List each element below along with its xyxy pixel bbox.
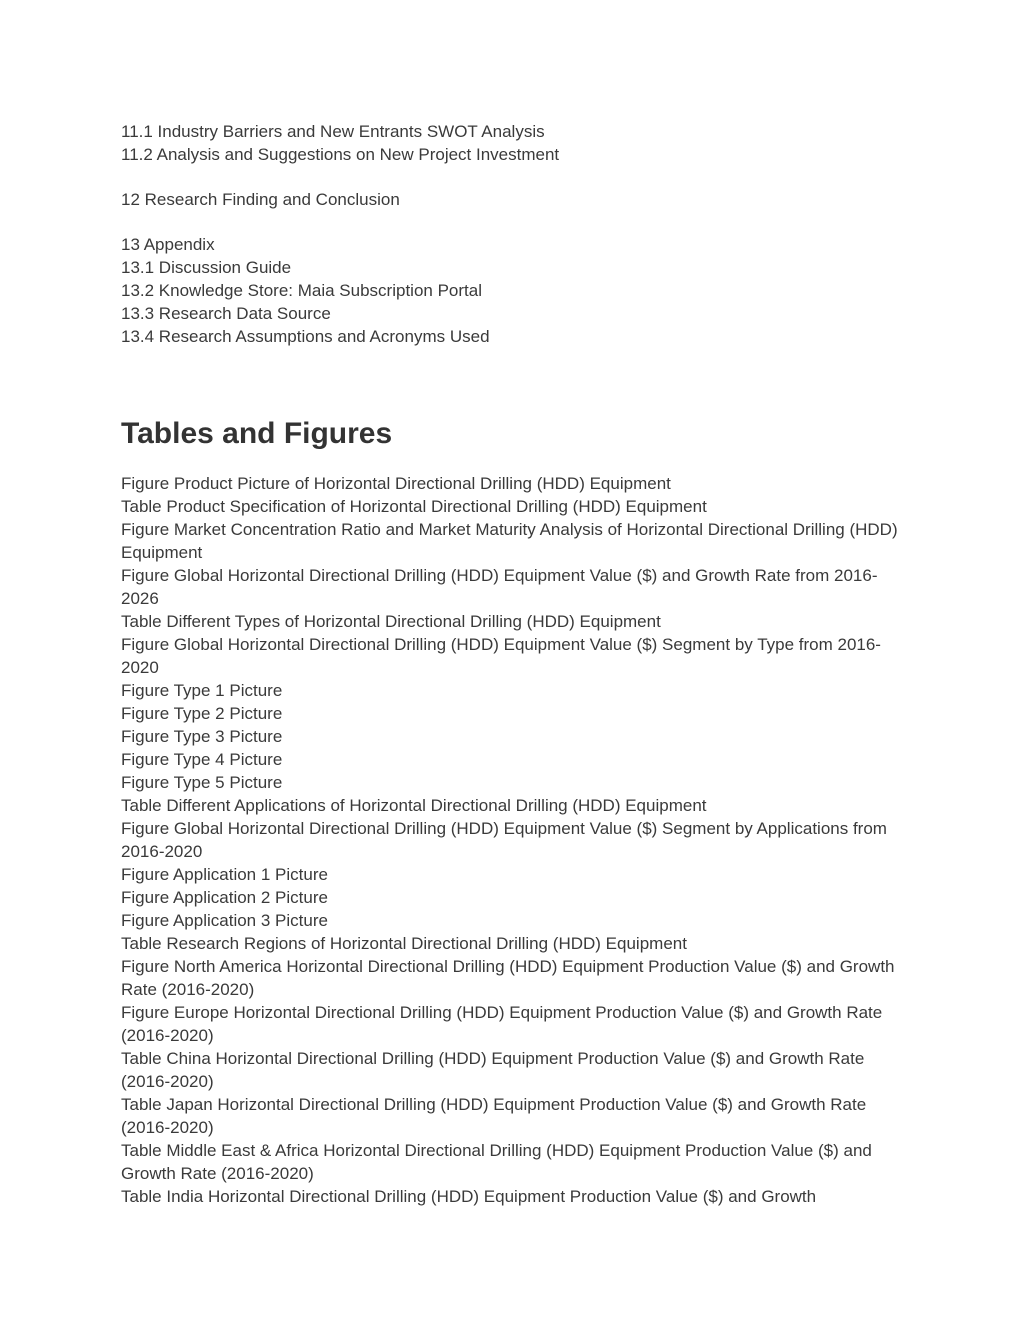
document-page xyxy=(121,120,911,1208)
toc-section-13 xyxy=(121,233,911,348)
figure-entry: Figure Application 2 Picture xyxy=(121,888,328,907)
figure-entry: Figure North America Horizontal Directional Drilling (HDD) Equipment Production Value ($) and Growth Rate (2016-2020) xyxy=(121,957,895,999)
figure-entry: Table Middle East & Africa Horizontal Directional Drilling (HDD) Equipment Production Value ($) and Growth Rate (2016-2020) xyxy=(121,1141,872,1183)
figure-entry: Figure Application 1 Picture xyxy=(121,865,328,884)
figure-entry: Table Different Applications of Horizontal Directional Drilling (HDD) Equipment xyxy=(121,796,707,815)
figure-entry: Table China Horizontal Directional Drilling (HDD) Equipment Production Value ($) and Growth Rate (2016-2020) xyxy=(121,1049,865,1091)
figure-entry: Figure Product Picture of Horizontal Directional Drilling (HDD) Equipment xyxy=(121,474,671,493)
toc-entry: 13 Appendix xyxy=(121,235,215,254)
figure-entry: Table Japan Horizontal Directional Drilling (HDD) Equipment Production Value ($) and Growth Rate (2016-2020) xyxy=(121,1095,867,1137)
toc-entry: 11.1 Industry Barriers and New Entrants SWOT Analysis xyxy=(121,122,545,141)
figure-entry: Figure Type 5 Picture xyxy=(121,773,283,792)
toc-entry: 13.2 Knowledge Store: Maia Subscription Portal xyxy=(121,281,482,300)
figure-entry: Table India Horizontal Directional Drilling (HDD) Equipment Production Value ($) and Growth xyxy=(121,1187,817,1206)
toc-section-12 xyxy=(121,188,911,211)
figure-entry: Figure Type 3 Picture xyxy=(121,727,283,746)
figure-entry: Figure Type 1 Picture xyxy=(121,681,283,700)
figure-entry: Figure Application 3 Picture xyxy=(121,911,328,930)
figure-entry: Table Product Specification of Horizontal Directional Drilling (HDD) Equipment xyxy=(121,497,707,516)
figure-entry: Table Different Types of Horizontal Directional Drilling (HDD) Equipment xyxy=(121,612,661,631)
figures-list xyxy=(121,472,911,1208)
toc-entry: 11.2 Analysis and Suggestions on New Project Investment xyxy=(121,145,560,164)
figure-entry: Figure Europe Horizontal Directional Drilling (HDD) Equipment Production Value ($) and Growth Rate (2016-2020) xyxy=(121,1003,883,1045)
figure-entry: Table Research Regions of Horizontal Directional Drilling (HDD) Equipment xyxy=(121,934,687,953)
toc-entry: 13.1 Discussion Guide xyxy=(121,258,292,277)
toc-section-11 xyxy=(121,120,911,166)
figure-entry: Figure Type 4 Picture xyxy=(121,750,283,769)
figure-entry: Figure Type 2 Picture xyxy=(121,704,283,723)
toc-entry: 12 Research Finding and Conclusion xyxy=(121,190,400,209)
toc-entry: 13.4 Research Assumptions and Acronyms Used xyxy=(121,327,490,346)
figure-entry: Figure Global Horizontal Directional Drilling (HDD) Equipment Value ($) and Growth Rate from 2016-2026 xyxy=(121,566,878,608)
toc-entry: 13.3 Research Data Source xyxy=(121,304,331,323)
figure-entry: Figure Global Horizontal Directional Drilling (HDD) Equipment Value ($) Segment by Applications from 2016-2020 xyxy=(121,819,887,861)
tables-and-figures-heading: Tables and Figures xyxy=(121,417,393,450)
figure-entry: Figure Global Horizontal Directional Drilling (HDD) Equipment Value ($) Segment by Type from 2016-2020 xyxy=(121,635,881,677)
figure-entry: Figure Market Concentration Ratio and Market Maturity Analysis of Horizontal Directional Drilling (HDD) Equipment xyxy=(121,520,898,562)
